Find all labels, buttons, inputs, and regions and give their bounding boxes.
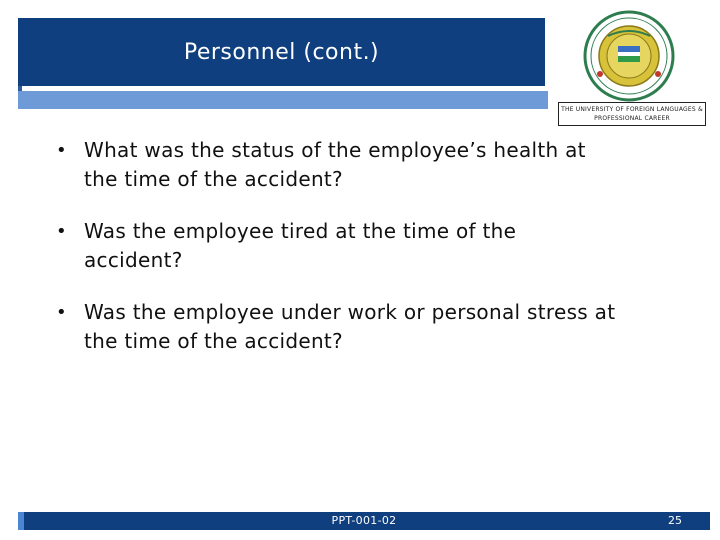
title-bar [18,18,545,86]
bullet-text: What was the status of the employee’s health at the time of the accident? [84,138,586,191]
footer-code: PPT-001-02 [331,514,397,527]
footer-bar [18,512,710,530]
university-seal-icon [548,6,710,102]
bullet-symbol: • [56,140,67,161]
bullet-item [56,136,616,194]
bullet-symbol: • [56,302,67,323]
bullet-text: Was the employee under work or personal stress at the time of the accident? [84,300,616,353]
bullet-symbol: • [56,221,67,242]
bullet-item [56,298,616,356]
bullet-item [56,217,616,275]
page-number: 25 [668,514,682,527]
footer-left-cap [18,512,24,530]
bullet-text: Was the employee tired at the time of the accident? [84,219,517,272]
slide-title: Personnel (cont.) [183,39,380,65]
logo-caption: THE UNIVERSITY OF FOREIGN LANGUAGES & PROFESSIONAL CAREER [558,102,706,126]
bullet-list [56,136,616,379]
